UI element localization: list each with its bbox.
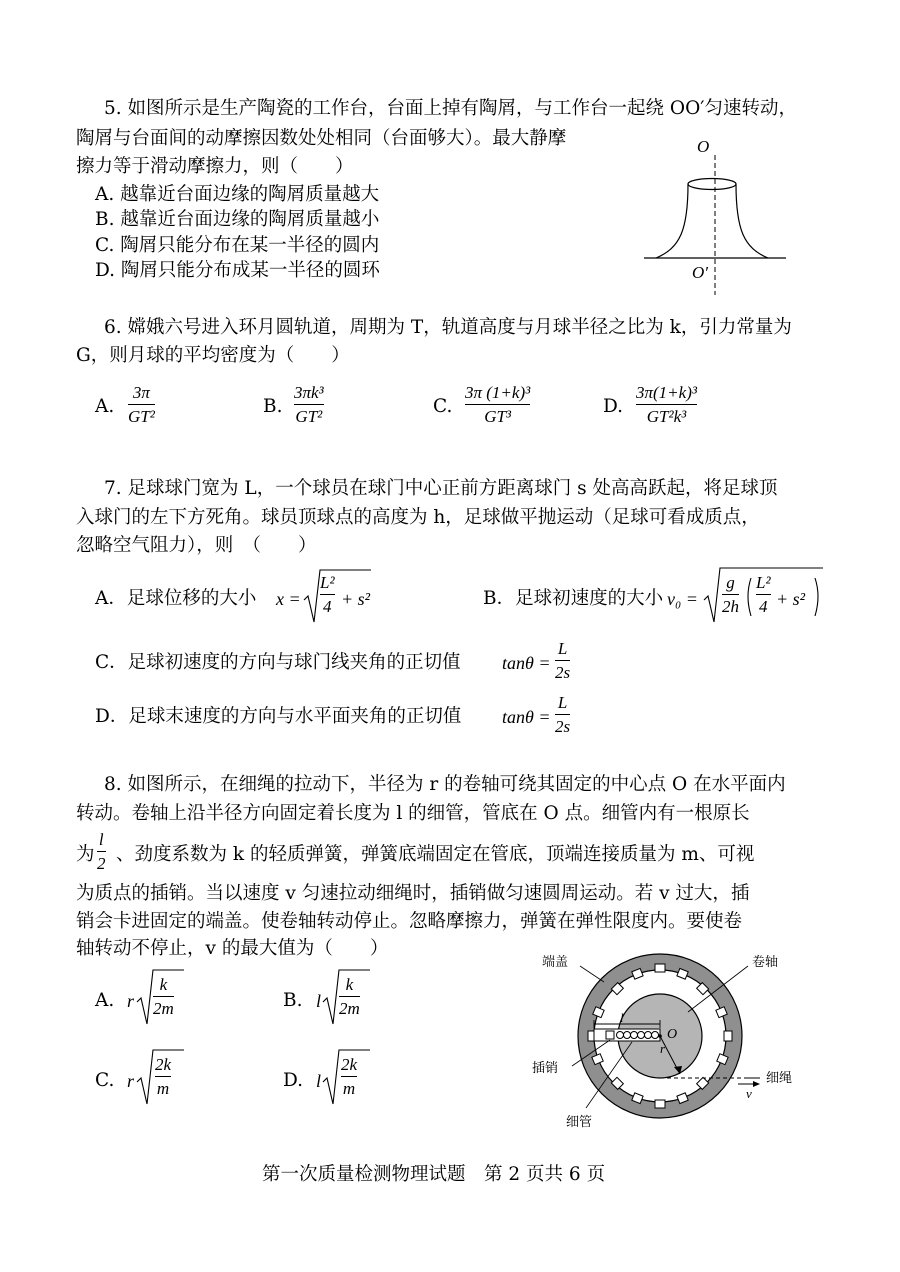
- q8-letter-a: A.: [95, 990, 115, 1011]
- label-O: O: [667, 1027, 678, 1042]
- q7-line2: 入球门的左下方死角。球员顶球点的高度为 h，足球做平抛运动（足球可看成质点，: [76, 507, 760, 528]
- q7-b-frac-outer: [722, 574, 739, 615]
- den: 2m: [339, 999, 360, 1018]
- num: 3π: [132, 383, 150, 402]
- q8-letter-c: C.: [95, 1070, 115, 1091]
- q8-letter-d: D.: [283, 1070, 304, 1091]
- q8-line3b: 、劲度系数为 k 的轻质弹簧，弹簧底端固定在管底，顶端连接质量为 m、可视: [116, 844, 755, 865]
- q8-c-frac: [155, 1056, 171, 1097]
- num: 2k: [155, 1055, 172, 1074]
- q8-line4: 为质点的插销。当以速度 v 匀速拉动细绳时，插销做匀速圆周运动。若 v 过大，插: [76, 883, 750, 904]
- q5-option-d: D. 陶屑只能分布成某一半径的圆环: [95, 260, 380, 281]
- q6-letter-c: C.: [433, 396, 453, 417]
- q6-option-b: [294, 384, 324, 425]
- den: GT²: [295, 407, 323, 426]
- den: GT²: [128, 407, 155, 426]
- q7-line1: 7. 足球球门宽为 L，一个球员在球门中心正前方距离球门 s 处高高跃起，将足球顶: [104, 478, 778, 499]
- q5-turntable-figure: [640, 130, 790, 300]
- q5-line1: 5. 如图所示是生产陶瓷的工作台，台面上掉有陶屑，与工作台一起绕 OO′匀速转动，: [104, 98, 797, 119]
- q7-a-symbol: x =: [276, 589, 301, 609]
- q6-option-a: [128, 384, 155, 425]
- label-rope: 细绳: [766, 1070, 793, 1085]
- page-footer: 第一次质量检测物理试题 第 2 页共 6 页: [262, 1164, 606, 1185]
- q8-letter-b: B.: [283, 990, 303, 1011]
- num: L: [557, 639, 568, 658]
- q7-c-frac: [555, 640, 570, 681]
- den: 2s: [555, 717, 571, 736]
- q5-option-b: B. 越靠近台面边缘的陶屑质量越小: [95, 209, 380, 230]
- q6-line1: 6. 嫦娥六号进入环月圆轨道，周期为 T，轨道高度与月球半径之比为 k，引力常量为: [104, 317, 792, 338]
- q7-d-frac: [555, 694, 570, 735]
- label-end-cap: 端盖: [542, 954, 569, 969]
- q6-line2: G，则月球的平均密度为（ ）: [76, 345, 350, 366]
- label-o: O: [697, 137, 710, 156]
- label-v: v: [746, 1086, 752, 1101]
- q8-line5: 销会卡进固定的端盖。使卷轴转动停止。忽略摩擦力，弹簧在弹性限度内。要使卷: [76, 911, 743, 932]
- q5-line3: 擦力等于滑动摩擦力，则（ ）: [76, 156, 354, 177]
- num: L²: [756, 573, 771, 592]
- q8-line3a: 为: [76, 844, 95, 865]
- num: 2k: [341, 1055, 358, 1074]
- den: GT³: [484, 407, 512, 426]
- q8-line2: 转动。卷轴上沿半径方向固定着长度为 l 的细管，管底在 O 点。细管内有一根原长: [76, 803, 750, 824]
- q6-letter-a: A.: [95, 396, 115, 417]
- q5-option-a: A. 越靠近台面边缘的陶屑质量越大: [95, 184, 380, 205]
- pin: [606, 1031, 614, 1039]
- table-right-edge: [736, 184, 768, 258]
- num: 3π(1+k)³: [636, 383, 697, 402]
- label-l: l: [620, 1010, 624, 1025]
- q7-option-b: B．足球初速度的大小: [483, 588, 664, 609]
- q7-a-frac: [320, 574, 335, 615]
- q8-line1: 8. 如图所示，在细绳的拉动下，半径为 r 的卷轴可绕其固定的中心点 O 在水平面内: [104, 774, 786, 795]
- q8-b-frac: [339, 976, 360, 1017]
- q8-reel-figure: [520, 950, 820, 1130]
- den: 4: [759, 597, 768, 616]
- q8-b-coef: l: [316, 991, 322, 1011]
- num: L: [557, 693, 568, 712]
- q7-option-a: A．足球位移的大小: [95, 588, 257, 609]
- den: 2: [97, 854, 106, 873]
- den: m: [156, 1079, 170, 1098]
- q8-c-coef: r: [127, 1071, 135, 1091]
- table-top: [688, 179, 736, 190]
- table-left-edge: [656, 184, 688, 258]
- tube: [594, 1029, 660, 1041]
- num: k: [345, 975, 354, 994]
- q5-option-c: C. 陶屑只能分布在某一半径的圆内: [95, 235, 380, 256]
- den: 2m: [153, 999, 174, 1018]
- label-tube: 细管: [566, 1114, 593, 1129]
- q6-letter-d: D.: [603, 396, 624, 417]
- q7-c-tan: tanθ =: [502, 653, 551, 673]
- den: 2h: [722, 597, 739, 616]
- den: 4: [323, 597, 332, 616]
- q5-line2: 陶屑与台面间的动摩擦因数处处相同（台面够大）。最大静摩: [76, 128, 567, 149]
- den: GT²k³: [646, 407, 687, 426]
- den: m: [342, 1079, 356, 1098]
- num: k: [159, 975, 168, 994]
- velocity-arrow: [753, 1081, 760, 1087]
- q7-b-tail: + s²: [776, 589, 806, 609]
- q7-d-tan: tanθ =: [502, 707, 551, 727]
- num: L²: [320, 573, 335, 592]
- num: l: [98, 830, 104, 849]
- q7-line3: 忽略空气阻力），则 （ ）: [76, 535, 317, 556]
- q7-b-frac-inner: [756, 574, 771, 615]
- q8-a-coef: r: [127, 991, 135, 1011]
- label-reel: 卷轴: [752, 954, 779, 969]
- label-r: r: [660, 1041, 666, 1056]
- label-pin: 插销: [532, 1060, 559, 1075]
- q7-option-c: C．足球初速度的方向与球门线夹角的正切值: [95, 652, 461, 673]
- q8-d-coef: l: [316, 1071, 322, 1091]
- q8-half-frac: [97, 831, 106, 872]
- q6-option-c: [465, 384, 530, 425]
- q8-line6: 轴转动不停止，v 的最大值为（ ）: [76, 938, 389, 959]
- q8-d-frac: [341, 1056, 357, 1097]
- num: 3πk³: [294, 383, 324, 402]
- num: g: [726, 573, 735, 592]
- q6-option-d: [636, 384, 697, 425]
- q7-option-d: D．足球末速度的方向与水平面夹角的正切值: [95, 706, 462, 727]
- num: 3π (1+k)³: [465, 383, 531, 402]
- q8-a-frac: [153, 976, 174, 1017]
- q6-letter-b: B.: [263, 396, 283, 417]
- den: 2s: [555, 663, 571, 682]
- q7-a-tail: + s²: [341, 589, 371, 609]
- label-o-prime: O′: [692, 263, 708, 282]
- q7-b-symbol: v₀ =: [667, 589, 698, 609]
